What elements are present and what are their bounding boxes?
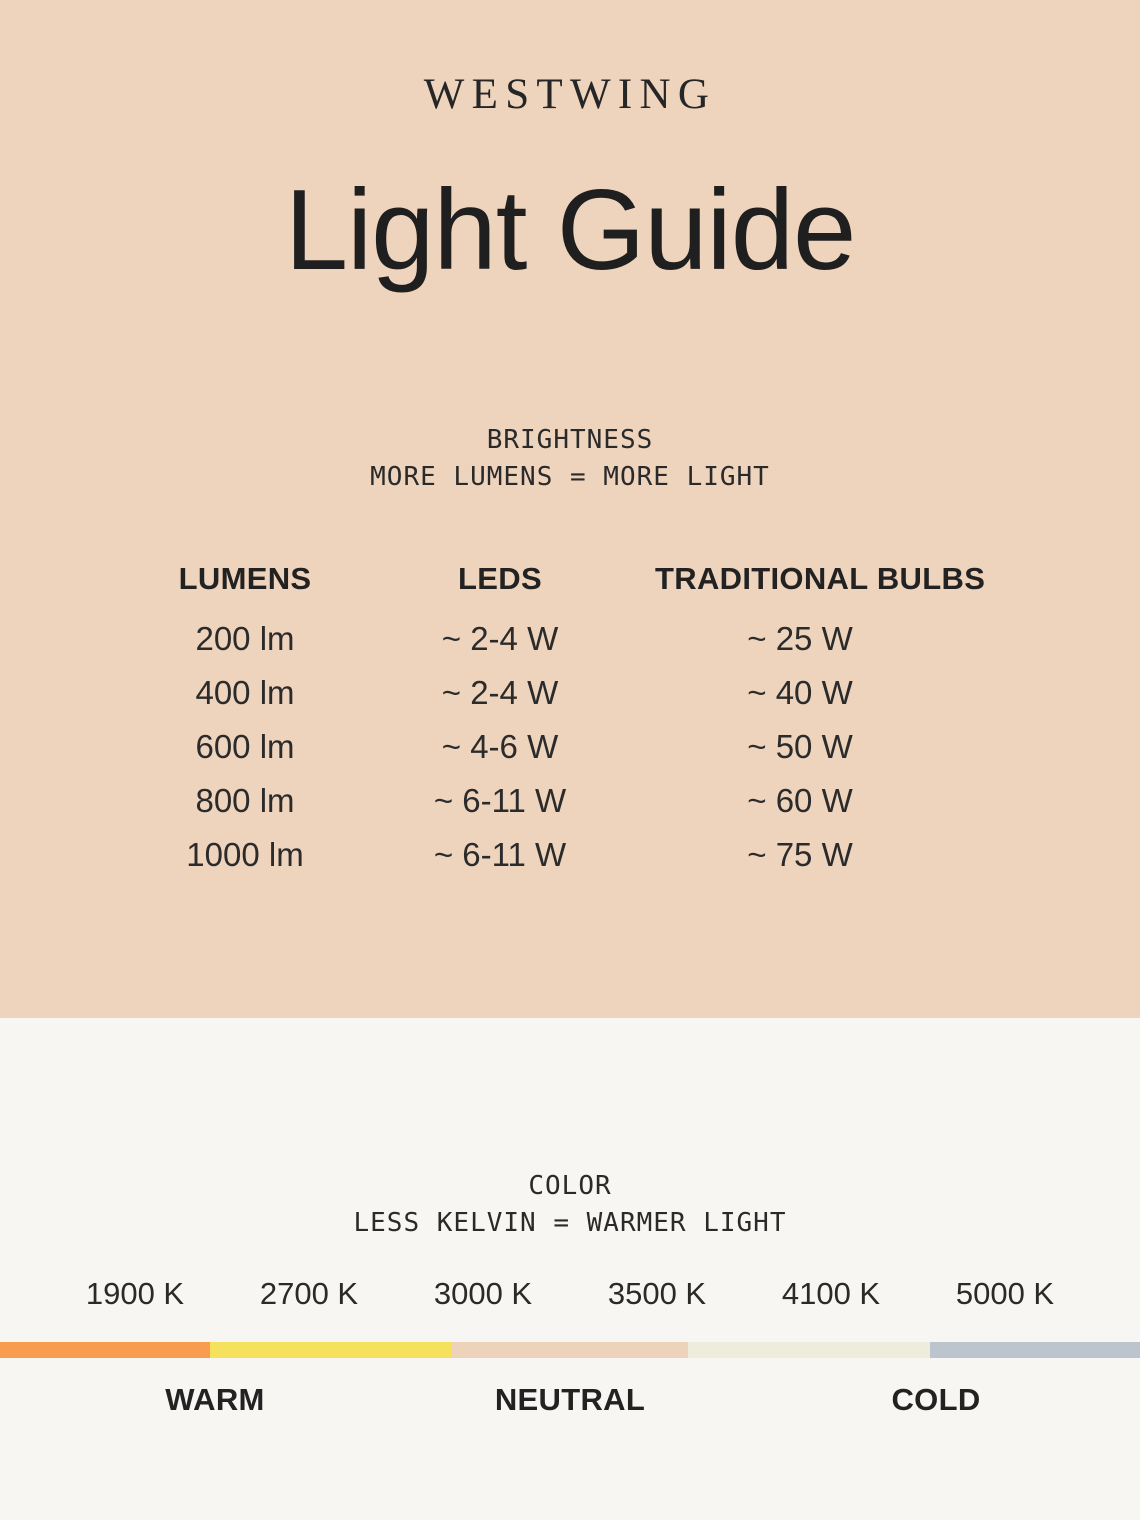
table-header-leds: LEDS [458, 561, 542, 597]
table-row [145, 828, 945, 882]
lumens-value: 600 lm [195, 728, 295, 766]
brightness-intro [0, 422, 1140, 496]
lumens-value: 800 lm [195, 782, 295, 820]
color-heading: COLOR [528, 1171, 612, 1201]
lumens-value: 1000 lm [186, 836, 304, 874]
table-header-lumens: LUMENS [178, 561, 312, 597]
table-row [145, 774, 945, 828]
table-row [145, 666, 945, 720]
kelvin-scale-labels [0, 1276, 1140, 1312]
kelvin-label: 3500 K [607, 1276, 707, 1311]
color-intro [0, 1018, 1140, 1242]
kelvin-label: 1900 K [85, 1276, 185, 1311]
traditional-value: ~ 40 W [747, 674, 853, 712]
color-bar-segment-neutral-cream [688, 1342, 930, 1358]
kelvin-label: 3000 K [433, 1276, 533, 1311]
color-temperature-bar [0, 1342, 1140, 1358]
kelvin-label: 4100 K [781, 1276, 881, 1311]
brightness-heading: BRIGHTNESS [486, 425, 654, 456]
lumens-value: 400 lm [195, 674, 295, 712]
color-bar-segment-neutral-peach [452, 1342, 688, 1358]
traditional-value: ~ 25 W [747, 620, 853, 658]
lumens-table [145, 558, 986, 882]
leds-value: ~ 4-6 W [441, 728, 559, 766]
table-row [145, 612, 945, 666]
cold-label: COLD [891, 1382, 981, 1417]
leds-value: ~ 6-11 W [433, 782, 567, 820]
table-header-row [145, 558, 986, 600]
brand-logo: WESTWING [423, 71, 717, 118]
color-bar-segment-cold-blue [930, 1342, 1140, 1358]
color-section [0, 1018, 1140, 1520]
warm-label: WARM [165, 1382, 265, 1417]
leds-value: ~ 6-11 W [433, 836, 567, 874]
leds-value: ~ 2-4 W [441, 620, 559, 658]
leds-value: ~ 2-4 W [441, 674, 559, 712]
table-row [145, 720, 945, 774]
temperature-labels [0, 1382, 1140, 1422]
neutral-label: NEUTRAL [494, 1382, 646, 1417]
traditional-value: ~ 75 W [747, 836, 853, 874]
traditional-value: ~ 60 W [747, 782, 853, 820]
traditional-value: ~ 50 W [747, 728, 853, 766]
color-subheading: LESS KELVIN = WARMER LIGHT [353, 1208, 787, 1238]
kelvin-label: 5000 K [955, 1276, 1055, 1311]
color-bar-segment-warm-orange [0, 1342, 210, 1358]
kelvin-label: 2700 K [259, 1276, 359, 1311]
lumens-value: 200 lm [195, 620, 295, 658]
color-bar-segment-warm-yellow [210, 1342, 452, 1358]
table-header-traditional-bulbs: TRADITIONAL BULBS [655, 561, 986, 597]
page-title: Light Guide [284, 167, 856, 294]
brightness-subheading: MORE LUMENS = MORE LIGHT [370, 462, 770, 493]
